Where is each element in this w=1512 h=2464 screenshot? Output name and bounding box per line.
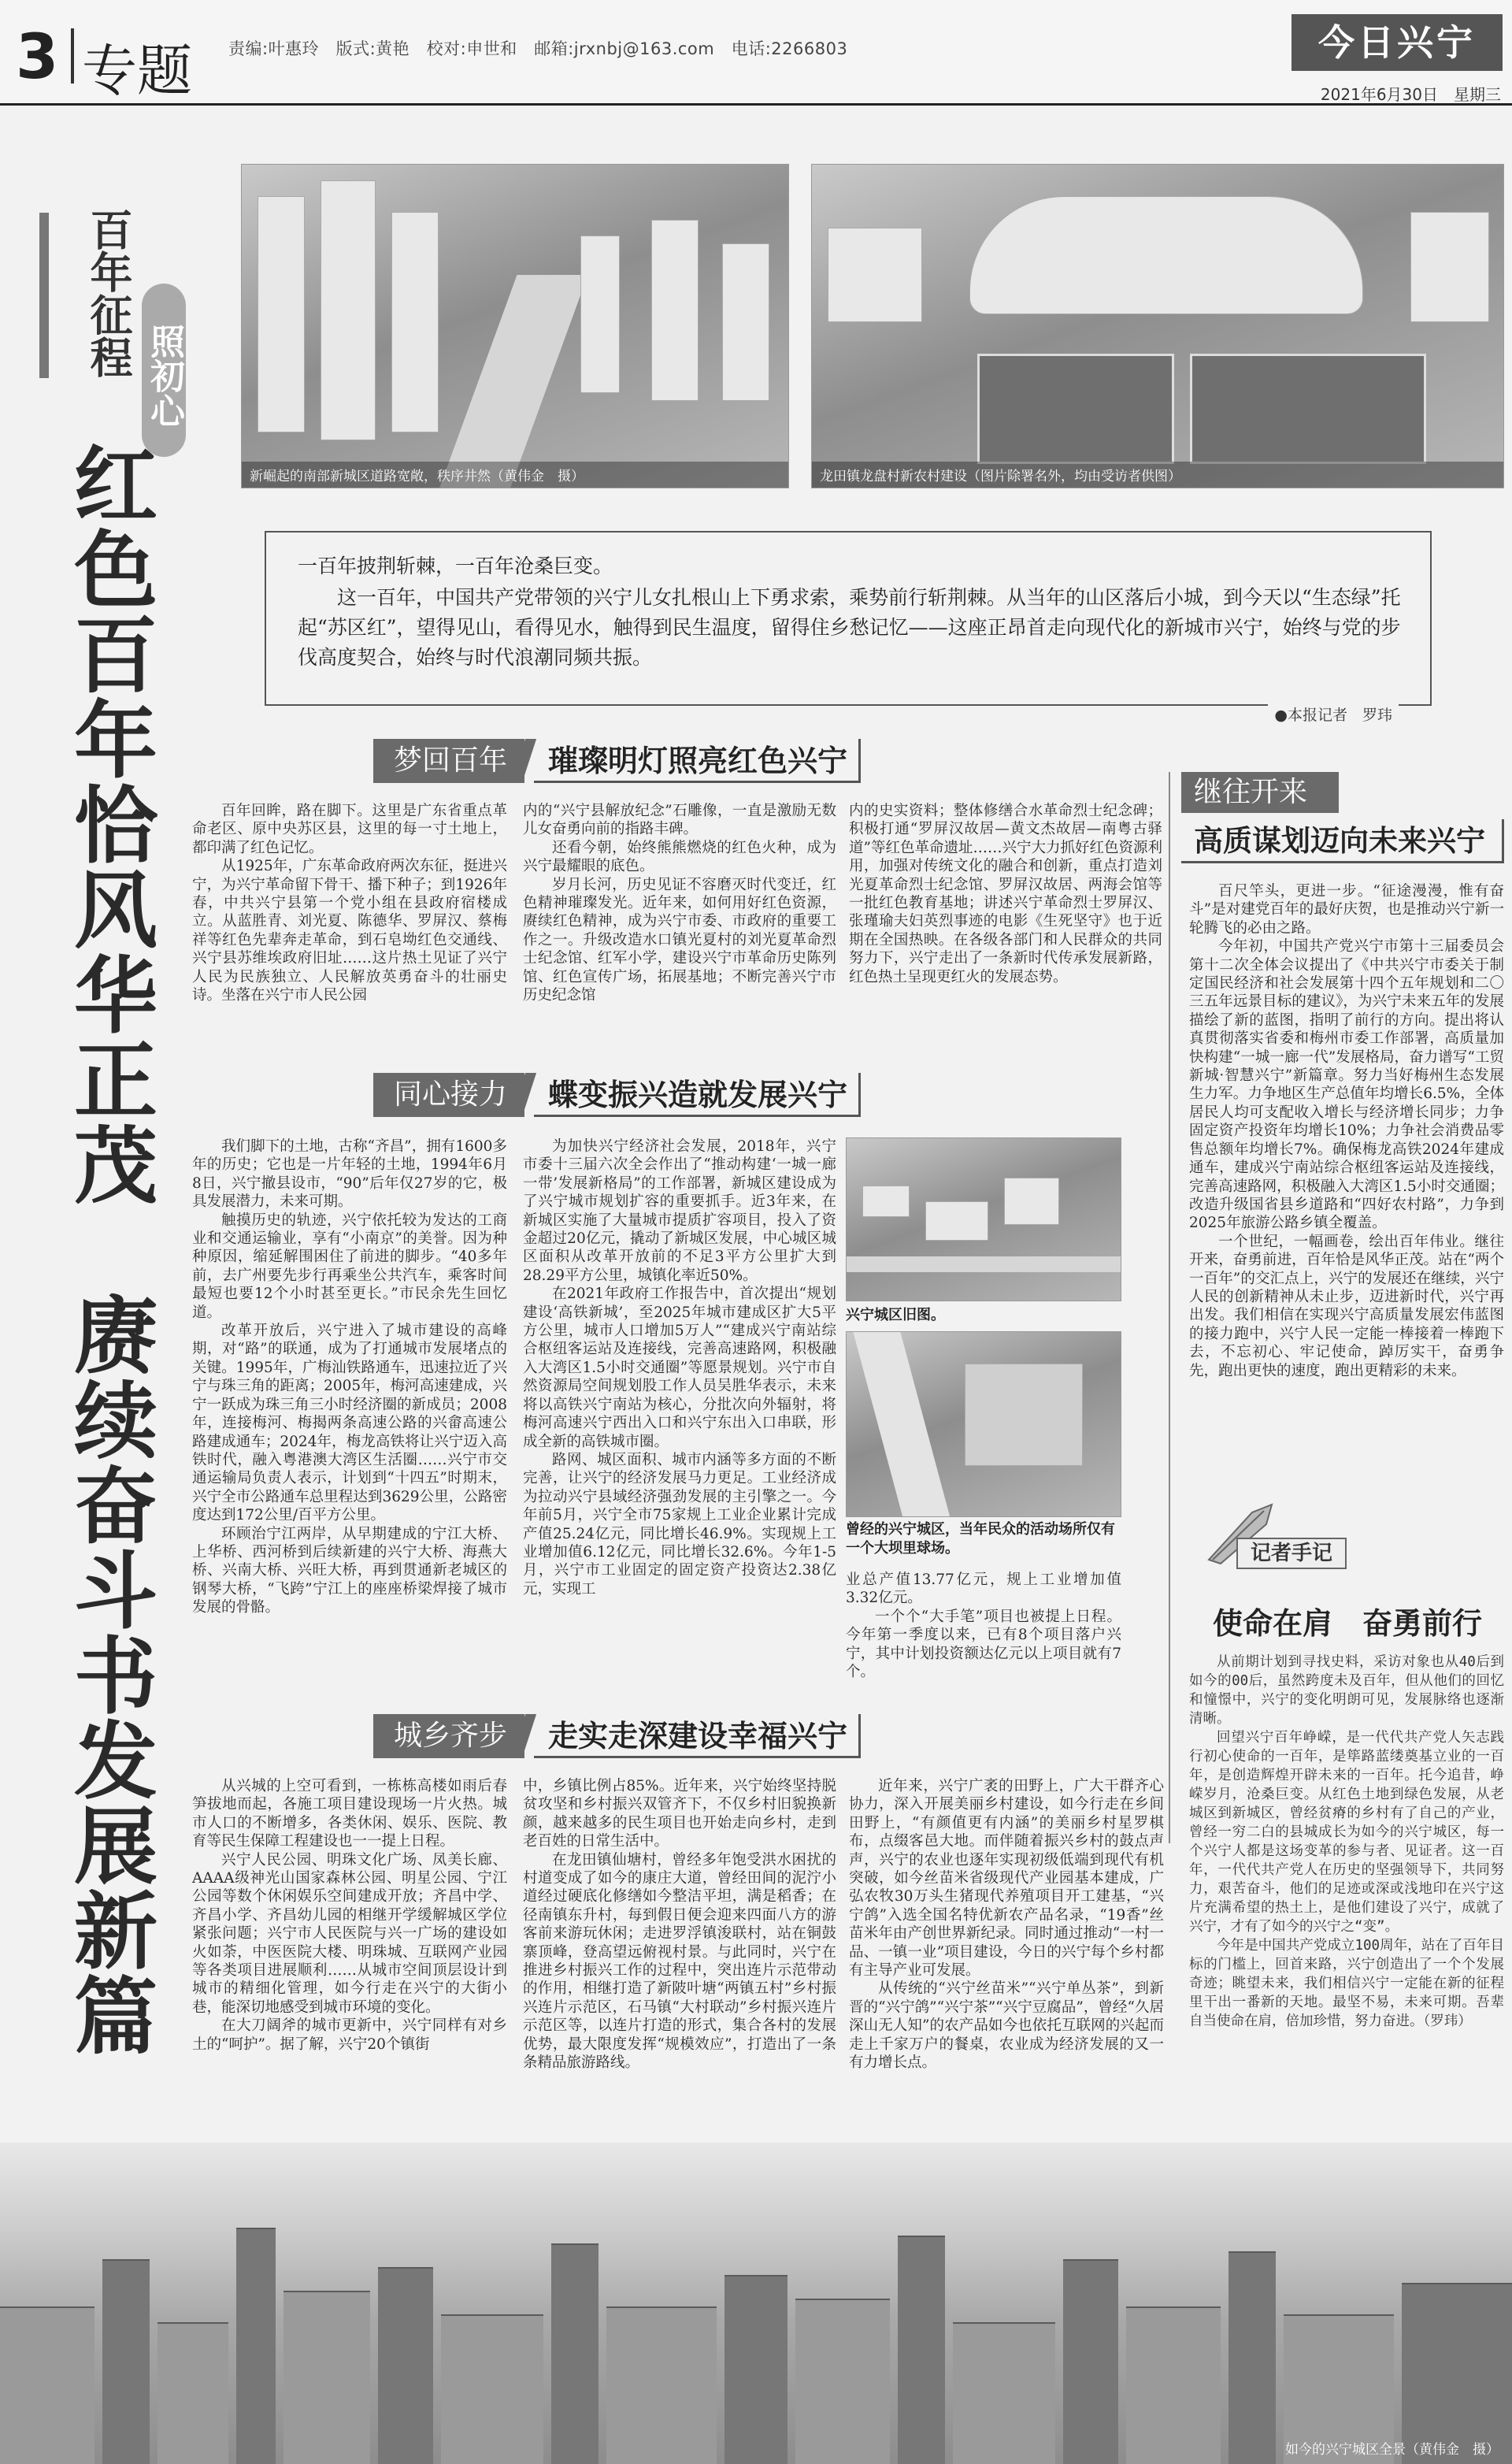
photo-caption: 龙田镇龙盘村新农村建设（图片除署名外，均由受访者供图）	[812, 462, 1503, 488]
photo-village	[811, 164, 1504, 488]
headline-vertical: 红色百年恰风华正茂 赓续奋斗书发展新篇	[61, 441, 158, 2058]
article-column: 百尺竿头，更进一步。“征途漫漫，惟有奋斗”是对建党百年的最好庆贺，也是推动兴宁新一轮腾飞的必由之路。 今年初，中国共产党兴宁市第十三届委员会第十二次全体会议提出了《中共兴宁市委关于制定国民经济和社会发展第十四个五年规划和二〇三五年远景目标的建议》，为兴宁未来五年的发展描绘了新的蓝图，指明了前行的方向。提出将认真贯彻落实省委和梅州市委工作部署，高质量加快构建“一城一廊一代”发展格局，奋力谱写“工贸新城·智慧兴宁”新篇章。努力当好梅州生态发展生力军。力争地区生产总值年均增长6.5%，全体居民人均可支配收入增长与经济增长同步；力争固定资产投资年均增长10%；力争社会消费品零售总额年均增长7%。确保梅龙高铁2024年建成通车，建成兴宁南站综合枢纽客运站及连接线，完善高速路网，积极融入大湾区1.5小时交通圈；改造升级国省县乡道路和“四好农村路”，力争到2025年旅游公路乡镇全覆盖。 一个世纪，一幅画卷，绘出百年伟业。继往开来，奋勇前进，百年恰是风华正茂。站在“两个一百年”的交汇点上，兴宁的发展还在继续，兴宁人民的创新精神从未止步，迈进新时代，兴宁再出发。我们相信在实现兴宁高质量发展宏伟蓝图的接力跑中，兴宁人民一定能一棒接着一棒跑下去，不忘初心、牢记使命，踔厉实干，奋勇争先，跑出更快的速度，跑出更精彩的未来。	[1189, 883, 1504, 1379]
section-tag: 梦回百年	[373, 739, 524, 783]
article-column: 中，乡镇比例占85%。近年来，兴宁始终坚持脱贫攻坚和乡村振兴双管齐下，不仅乡村旧貌换新颜，越来越多的民生项目也开始走向乡村，走到老百姓的日常生活中。 在龙田镇仙塘村，曾经多年饱受洪水困扰的村道变成了如今的康庄大道，曾经田间的泥泞小道经过硬底化修缮如今整洁平坦，满是稻香；在径南镇东升村，每到假日便会迎来四面八方的游客前来游玩休闲；走进罗浮镇浚联村，站在铜鼓寨顶峰，登高望远俯视村景。与此同时，兴宁在推进乡村振兴工作的过程中，突出连片示范带动的作用，相继打造了新陂叶塘“两镇五村”乡村振兴连片示范区，石马镇“大村联动”乡村振兴连片示范区等，以连片打造的形式，集合各村的发展优势，最大限度发挥“规模效应”，打造出了一条条精品旅游路线。	[523, 1778, 836, 2072]
section-title-text: 蝶变振兴造就发展兴宁	[534, 1073, 861, 1117]
photo-caption: 新崛起的南部新城区道路宽敞，秩序井然（黄伟金 摄）	[242, 462, 788, 488]
page-number: 3	[16, 22, 59, 93]
ribbon-main-text: 百年征程	[83, 208, 134, 378]
section-title: 专题	[82, 39, 192, 103]
article-column: 内的“兴宁县解放纪念”石雕像，一直是激励无数儿女奋勇向前的指路丰碑。 还看今朝，始终熊熊燃烧的红色火种，成为兴宁最耀眼的底色。 岁月长河，历史见证不容磨灭时代变迁，红色精神璀璨发光。近年来，如何用好红色资源，赓续红色精神，成为兴宁市委、市政府的重要工作之一。升级改造水口镇光夏村的刘光夏革命烈士纪念馆、红军小学，建设兴宁市革命历史陈列馆、红色宣传广场，拓展基地；不断完善兴宁市历史纪念馆	[523, 803, 836, 1004]
ribbon-sub-text: 照初心	[142, 284, 186, 457]
section-title-text: 璀璨明灯照亮红色兴宁	[534, 739, 861, 783]
intro-paragraph: 这一百年，中国共产党带领的兴宁儿女扎根山上下勇求索，乘势前行斩荆棘。从当年的山区落后小城，到今天以“生态绿”托起“苏区红”，望得见山，看得见水，触得到民生温度，留得住乡愁记忆——这座正昂首走向现代化的新城市兴宁，始终与党的步伐高度契合，始终与时代浪潮同频共振。	[298, 586, 1401, 669]
section-tag: 城乡齐步	[373, 1714, 524, 1758]
article-column: 内的史实资料；整体修缮合水革命烈士纪念碑；积极打通“罗屏汉故居—黄文杰故居—南粤古驿道”等红色革命遗址……兴宁大力抓好红色资源利用，加强对传统文化的融合和创新，重点打造刘光夏革命烈士纪念馆、罗屏汉故居、两海会馆等一批红色教育基地；讲述兴宁革命烈士罗屏汉、张瑾瑜夫妇英烈事迹的电影《生死坚守》也于近期在全国热映。在各级各部门和人民群众的共同努力下，兴宁走出了一条新时代传承发展新路，红色热土呈现更红火的发展态势。	[849, 803, 1162, 985]
section-title-text: 走实走深建设幸福兴宁	[534, 1714, 861, 1758]
reporter-note-tag: 记者手记	[1236, 1538, 1347, 1569]
panorama-caption: 如今的兴宁城区全景（黄伟金 摄）	[1285, 2442, 1499, 2458]
image-caption: 曾经的兴宁城区，当年民众的活动场所仅有一个大坝里球场。	[846, 1521, 1115, 1557]
article-column: 为加快兴宁经济社会发展，2018年，兴宁市委十三届六次全会作出了“推动构建‘一城一廊一带’发展新格局”的工作部署，新城区建设成为了兴宁城市规划扩容的重要抓手。近3年来，在新城区实施了大量城市提质扩容项目，投入了资金超过20亿元，撬动了新城区发展，中心城区城区面积从改革开放前的不足3平方公里扩大到28.29平方公里，城镇化率近50%。 在2021年政府工作报告中，首次提出“规划建设‘高铁新城’，至2025年城市建成区扩大5平方公里，城市人口增加5万人”“建成兴宁南站综合枢纽客运站及连接线，完善高速路网，积极融入大湾区1.5小时交通圈”等愿景规划。兴宁市自然资源局空间规划股工作人员吴胜华表示，未来将以高铁兴宁南站为核心，分批次向外辐射，将梅河高速兴宁西出入口和兴宁东出入口串联，形成全新的高铁城市圈。 路网、城区面积、城市内涵等多方面的不断完善，让兴宁的经济发展马力更足。工业经济成为拉动兴宁县域经济强劲发展的主引擎之一。今年前5月，兴宁全市75家规上工业企业累计完成产值25.24亿元，同比增长46.9%。实现规上工业增加值6.12亿元，同比增长32.6%。今年1-5月，兴宁市工业固定的固定资产投资达2.38亿元，实现工	[523, 1138, 836, 1598]
issue-date: 2021年6月30日 星期三	[1320, 85, 1501, 104]
photo-old-city	[846, 1137, 1121, 1301]
masthead	[0, 0, 1512, 106]
intro-line: 一百年披荆斩棘，一百年沧桑巨变。	[298, 555, 613, 577]
article-column: 近年来，兴宁广袤的田野上，广大干群齐心协力，深入开展美丽乡村建设，如今行走在乡间田野上，“有颜值更有内涵”的美丽乡村星罗棋布，点缀客邑大地。而伴随着振兴乡村的鼓点声声，兴宁的农业也逐年实现初级低端到现代有机突破，如今丝苗米省级现代产业园基本建成，广弘农牧30万头生猪现代养殖项目开工建基，“兴宁鸽”入选全国名特优新农产品名录，“19香”丝苗米年由产创世界新纪录。同时通过推动“一村一品、一镇一业”项目建设，今日的兴宁每个乡村都有主导产业可发展。 从传统的“兴宁丝苗米”“兴宁单丛茶”，到新晋的“兴宁鸽”“兴宁茶”“兴宁豆腐品”，曾经“久居深山无人知”的农产品如今也依托互联网的兴起而走上千家万户的餐桌，农业成为经济发展的又一有力增长点。	[849, 1778, 1164, 2072]
intro-box	[265, 531, 1432, 724]
article-column: 业总产值13.77亿元，规上工业增加值3.32亿元。 一个个“大手笔”项目也被提上日程。今年第一季度以来，已有8个项目落户兴宁，其中计划投资额达亿元以上项目就有7个。	[846, 1572, 1121, 1681]
byline: ●本报记者 罗玮	[1268, 703, 1399, 725]
reporter-note-body: 从前期计划到寻找史料，采访对象也从40后到如今的00后，虽然跨度未及百年，但从他们的回忆和憧憬中，兴宁的变化明朗可见，发展脉络也逐渐清晰。 回望兴宁百年峥嵘，是一代代共产党人矢志践行初心使命的一百年，是筚路蓝缕奠基立业的一百年，是创造辉煌开辟未来的一百年。托今追昔，峥嵘岁月，沧桑巨变。从红色土地到绿色发展，从老城区到新城区，曾经贫瘠的乡村有了自己的产业，曾经一穷二白的县城成长为如今的兴宁城区，每一个兴宁人都是这场变革的参与者、见证者。这一百年，一代代共产党人在历史的坚强领导下，共同努力，艰苦奋斗，他们的足迹或深或浅地印在兴宁这片充满希望的热土上，是他们建设了兴宁，成就了兴宁，才有了如今的兴宁之“变”。 今年是中国共产党成立100周年，站在了百年目标的门槛上，回首来路，兴宁创造出了一个个发展奇迹；眺望未来，我们相信兴宁一定能在新的征程里干出一番新的天地。最坚不易，未来可期。吾辈自当使命在肩，倍加珍惜，努力奋进。（罗玮）	[1189, 1654, 1504, 2029]
side-section-title: 高质谋划迈向未来兴宁	[1181, 819, 1504, 863]
city-panorama-photo	[0, 2143, 1512, 2464]
reporter-note-title: 使命在肩 奋勇前行	[1213, 1606, 1483, 1641]
image-caption: 兴宁城区旧图。	[846, 1307, 945, 1323]
editor-credits: 责编:叶惠玲 版式:黄艳 校对:申世和 邮箱:jrxnbj@163.com 电话:2266803	[228, 39, 848, 58]
ribbon-bar	[39, 213, 49, 378]
photo-river-city	[846, 1331, 1121, 1517]
article-column: 我们脚下的土地，古称“齐昌”，拥有1600多年的历史；它也是一片年轻的土地，1994年6月8日，兴宁撤县设市，“90”后年仅27岁的它，极具发展潜力，未来可期。 触摸历史的轨迹，兴宁依托较为发达的工商业和交通运输业，享有“小南京”的美誉。因为种种原因，缩延解围困住了前进的脚步。“40多年前，去广州要先步行再乘坐公共汽车，乘客时间最短也要12个小时甚至更长。”市民余先生回忆道。 改革开放后，兴宁进入了城市建设的高峰期，对“路”的联通，成为了打通城市发展堵点的关键。1995年，广梅汕铁路通车，迅速拉近了兴宁与珠三角的距离；2005年，梅河高速建成，兴宁一跃成为珠三角三小时经济圈的新成员；2008年，连接梅河、梅揭两条高速公路的兴畲高速公路建成通车；2024年，梅龙高铁将让兴宁迈入高铁时代，融入粤港澳大湾区生活圈……兴宁市交通运输局负责人表示，计划到“十四五”时期末，兴宁全市公路通车总里程达到3629公里，公路密度达到172公里/百平方公里。 环顾治宁江两岸，从早期建成的宁江大桥、上华桥、西河桥到后续新建的兴宁大桥、海燕大桥、兴南大桥、兴旺大桥，再到贯通新老城区的钢琴大桥，“飞跨”宁江上的座座桥梁焊接了城市发展的骨骼。	[192, 1138, 507, 1616]
column-rule	[1169, 772, 1170, 1843]
photo-new-district	[241, 164, 789, 488]
newspaper-logo: 今日兴宁	[1292, 14, 1503, 71]
article-column: 从兴城的上空可看到，一栋栋高楼如雨后春笋拔地而起，各施工项目建设现场一片火热。城市人口的不断增多，各类休闲、娱乐、医院、教育等民生保障工程建设也一一提上日程。 兴宁人民公园、明珠文化广场、凤美长廊、AAAA级神光山国家森林公园、明星公园、宁江公园等数个休闲娱乐空间建成开放；齐昌中学、齐昌小学、齐昌幼儿园的相继开学缓解城区学位紧张问题；兴宁市人民医院与兴一广场的建设如火如荼，中医医院大楼、明珠城、互联网产业园等各类项目进展顺利……从城市空间顶层设计到城市的精细化管理，如今行走在兴宁的大街小巷，能深切地感受到城市环境的变化。 在大刀阔斧的城市更新中，兴宁同样有对乡土的“呵护”。据了解，兴宁20个镇街	[192, 1778, 507, 2053]
page-divider	[71, 28, 74, 83]
side-section-tag: 继往开来	[1181, 772, 1339, 813]
series-ribbon	[24, 189, 197, 428]
article-column: 百年回眸，路在脚下。这里是广东省重点革命老区、原中央苏区县，这里的每一寸土地上，都印满了红色记忆。 从1925年，广东革命政府两次东征，挺进兴宁，为兴宁革命留下骨干、播下种子；到1926年春，中共兴宁县第一个党小组在县政府宿楼成立。从蓝胜青、刘光夏、陈德华、罗屏汉、蔡梅祥等红色先辈奔走革命，到石皂坳红色交通线、兴宁县苏维埃政府旧址……这片热土见证了兴宁人民为民族独立、人民解放英勇奋斗的壮丽史诗。坐落在兴宁市人民公园	[192, 803, 507, 1004]
section-tag: 同心接力	[373, 1073, 524, 1117]
